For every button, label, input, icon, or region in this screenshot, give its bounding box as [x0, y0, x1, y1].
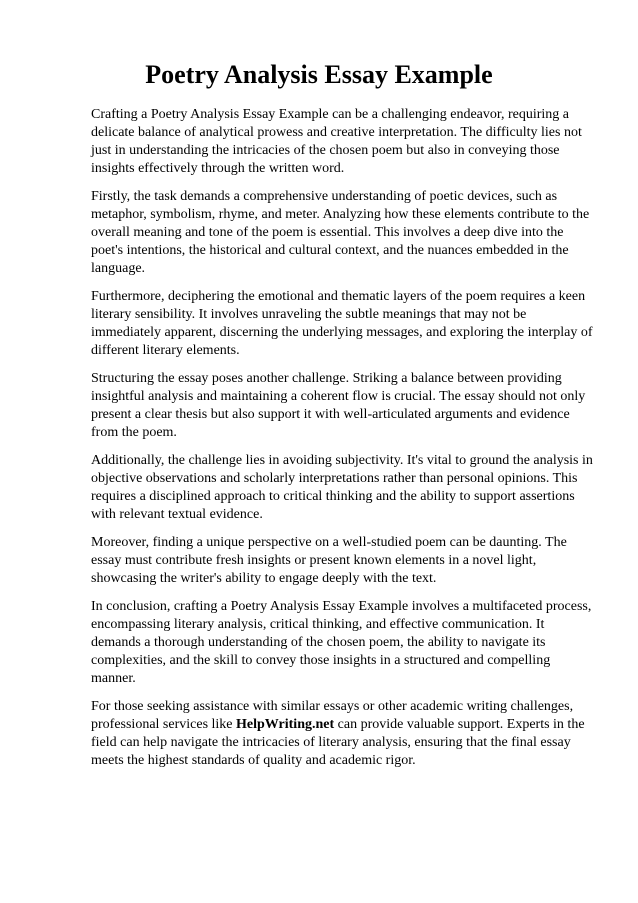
paragraph-structure: Structuring the essay poses another challenge. Striking a balance between providing insightful analysis and maintaining a coherent flow is crucial. The essay should not only present a clear thesis but also support it with well-articulated arguments and evidence from the poem.: [91, 371, 586, 440]
page-title: Poetry Analysis Essay Example: [145, 60, 493, 89]
paragraph-emotional-layers: Furthermore, deciphering the emotional and thematic layers of the poem requires a keen literary sensibility. It involves unraveling the subtle meanings that may not be immediately apparent, discerning the underlying messages, and exploring the interplay of different literary elements.: [91, 289, 593, 358]
paragraph-poetic-devices: Firstly, the task demands a comprehensive understanding of poetic devices, such as metaphor, symbolism, rhyme, and meter. Analyzing how these elements contribute to the overall meaning and tone of the poem is essential. This involves a deep dive into the poet's intentions, the historical and cultural context, and the nuances embedded in the language.: [91, 189, 590, 276]
paragraph-intro: Crafting a Poetry Analysis Essay Example can be a challenging endeavor, requiring a delicate balance of analytical prowess and creative interpretation. The difficulty lies not just in understanding the intricacies of the chosen poem but also in conveying those insights effectively through the written word.: [91, 107, 582, 176]
essay-body: [91, 106, 595, 780]
service-brand-name: HelpWriting.net: [236, 717, 335, 732]
paragraph-perspective: Moreover, finding a unique perspective on a well-studied poem can be daunting. The essay must contribute fresh insights or present known elements in a novel light, showcasing the writer's ability to engage deeply with the text.: [91, 535, 567, 586]
assistance-text-before: For those seeking assistance with similar essays or other academic writing challenges, professional services like: [91, 699, 574, 732]
paragraph-assistance: [91, 698, 595, 770]
assistance-text-after: can provide valuable support. Experts in the field can help navigate the intricacies of literary analysis, ensuring that the final essay meets the highest standards of quality and academic rigor.: [91, 717, 585, 768]
paragraph-conclusion: In conclusion, crafting a Poetry Analysis Essay Example involves a multifaceted process, encompassing literary analysis, critical thinking, and effective communication. It demands a thorough understanding of the chosen poem, the ability to navigate its complexities, and the skill to convey those insights in a structured and compelling manner.: [91, 599, 592, 686]
paragraph-subjectivity: Additionally, the challenge lies in avoiding subjectivity. It's vital to ground the analysis in objective observations and scholarly interpretations rather than personal opinions. This requires a disciplined approach to critical thinking and the ability to support assertions with relevant textual evidence.: [91, 453, 593, 522]
